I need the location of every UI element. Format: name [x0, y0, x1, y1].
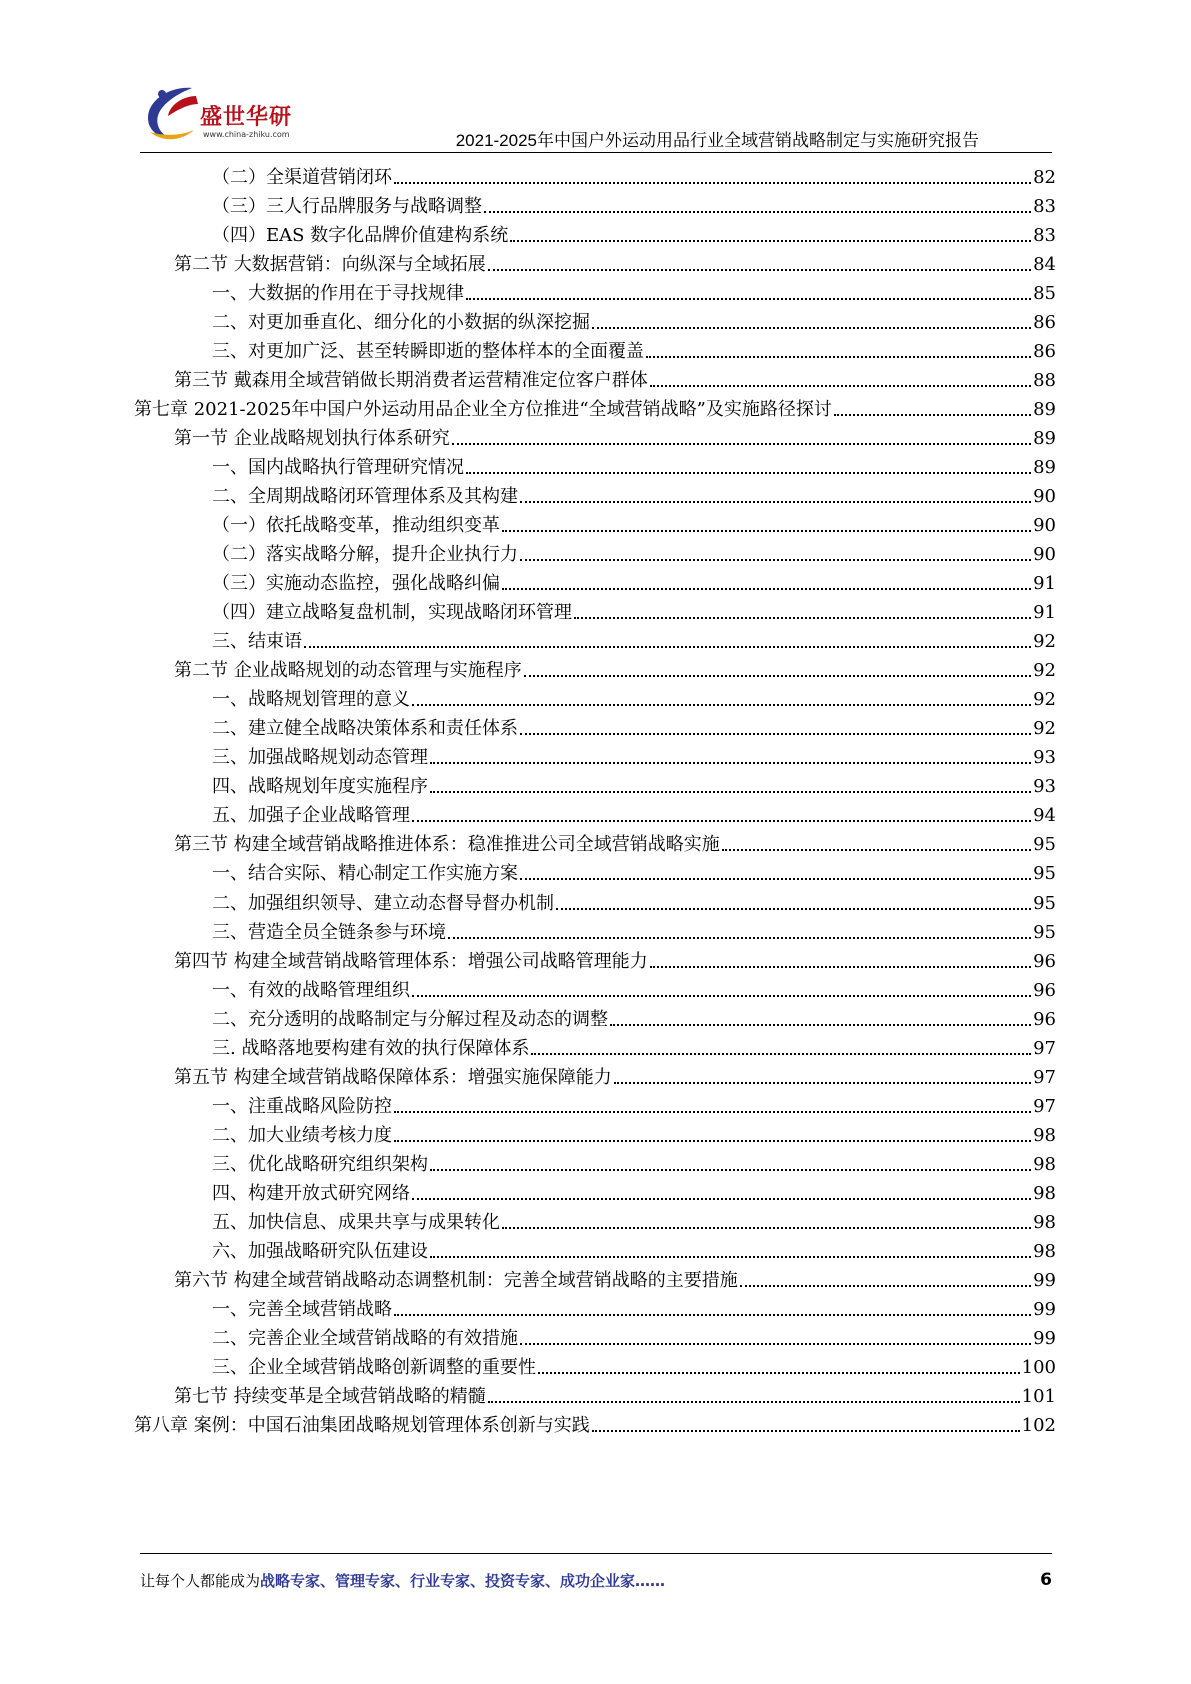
- toc-entry-label: 三、优化战略研究组织架构: [212, 1153, 428, 1175]
- toc-dot-leader: [430, 762, 1031, 764]
- toc-entry[interactable]: [212, 859, 1056, 885]
- toc-entry-page: 95: [1033, 863, 1056, 885]
- toc-entry-page: 96: [1033, 1008, 1056, 1030]
- toc-entry[interactable]: [134, 1411, 1056, 1437]
- toc-entry-label: 一、国内战略执行管理研究情况: [212, 457, 464, 479]
- toc-dot-leader: [466, 298, 1031, 300]
- toc-dot-leader: [412, 820, 1031, 822]
- toc-entry-page: 96: [1033, 950, 1056, 972]
- toc-entry[interactable]: [212, 1208, 1056, 1234]
- toc-entry[interactable]: [212, 772, 1056, 798]
- toc-entry-page: 98: [1033, 1153, 1056, 1175]
- toc-entry[interactable]: [174, 424, 1056, 450]
- toc-entry-label: 一、有效的战略管理组织: [212, 979, 410, 1001]
- toc-entry[interactable]: [212, 308, 1056, 334]
- toc-dot-leader: [412, 704, 1031, 706]
- toc-entry-page: 89: [1033, 457, 1056, 479]
- toc-dot-leader: [430, 1256, 1031, 1258]
- toc-entry-label: 二、加强组织领导、建立动态督导督办机制: [212, 892, 554, 914]
- toc-entry-page: 97: [1033, 1037, 1056, 1059]
- toc-entry[interactable]: [174, 830, 1056, 856]
- toc-dot-leader: [520, 501, 1031, 503]
- toc-entry-page: 89: [1033, 428, 1056, 450]
- toc-entry-label: 一、完善全域营销战略: [212, 1298, 392, 1320]
- toc-entry[interactable]: [212, 801, 1056, 827]
- page-number: 6: [1040, 1570, 1052, 1590]
- toc-entry-label: （三）三人行品牌服务与战略调整: [212, 196, 482, 218]
- toc-entry-label: 一、注重战略风险防控: [212, 1095, 392, 1117]
- toc-entry-label: 第七节 持续变革是全域营销战略的精髓: [174, 1385, 486, 1407]
- toc-entry[interactable]: [212, 337, 1056, 363]
- toc-dot-leader: [520, 559, 1031, 561]
- toc-entry[interactable]: [212, 1005, 1056, 1031]
- toc-dot-leader: [488, 1401, 1020, 1403]
- toc-dot-leader: [531, 1053, 1031, 1055]
- toc-entry-label: （四）EAS 数字化品牌价值建构系统: [212, 225, 509, 247]
- toc-entry-label: 三、企业全域营销战略创新调整的重要性: [212, 1356, 536, 1378]
- toc-dot-leader: [430, 791, 1031, 793]
- toc-entry-page: 97: [1033, 1095, 1056, 1117]
- toc-dot-leader: [394, 1111, 1031, 1113]
- toc-dot-leader: [510, 240, 1031, 242]
- toc-dot-leader: [614, 1082, 1031, 1084]
- toc-entry[interactable]: [212, 482, 1056, 508]
- toc-entry-label: 四、战略规划年度实施程序: [212, 776, 428, 798]
- report-title: 2021-2025年中国户外运动用品行业全域营销战略制定与实施研究报告: [455, 131, 979, 150]
- toc-entry[interactable]: [174, 1063, 1056, 1089]
- toc-entry-page: 98: [1033, 1182, 1056, 1204]
- logo-swoosh-icon: [140, 82, 204, 148]
- toc-entry-page: 95: [1033, 921, 1056, 943]
- toc-entry[interactable]: [212, 1324, 1056, 1350]
- toc-entry-label: 二、充分透明的战略制定与分解过程及动态的调整: [212, 1008, 608, 1030]
- toc-entry-label: 二、完善企业全域营销战略的有效措施: [212, 1327, 518, 1349]
- toc-entry-label: 第八章 案例：中国石油集团战略规划管理体系创新与实践: [134, 1414, 590, 1436]
- toc-entry-label: 三、结束语: [212, 631, 302, 653]
- toc-entry-label: 第七章 2021-2025年中国户外运动用品企业全方位推进“全域营销战略”及实施路径探讨: [134, 399, 832, 421]
- toc-entry-label: 五、加强子企业战略管理: [212, 805, 410, 827]
- toc-entry-page: 99: [1033, 1269, 1056, 1291]
- toc-entry[interactable]: [212, 221, 1056, 247]
- toc-entry-label: 一、结合实际、精心制定工作实施方案: [212, 863, 518, 885]
- toc-entry-page: 91: [1033, 573, 1056, 595]
- toc-dot-leader: [466, 472, 1031, 474]
- toc-dot-leader: [520, 878, 1031, 880]
- toc-entry-label: 第四节 构建全域营销战略管理体系：增强公司战略管理能力: [174, 950, 648, 972]
- footer-slogan-highlight: 战略专家、管理专家、行业专家、投资专家、成功企业家……: [260, 1572, 666, 1590]
- toc-dot-leader: [394, 1140, 1031, 1142]
- toc-dot-leader: [430, 1169, 1031, 1171]
- toc-entry[interactable]: [212, 685, 1056, 711]
- toc-entry-label: 第二节 大数据营销：向纵深与全域拓展: [174, 254, 486, 276]
- toc-entry-label: 四、构建开放式研究网络: [212, 1182, 410, 1204]
- toc-entry-page: 83: [1033, 225, 1056, 247]
- toc-entry[interactable]: [212, 192, 1056, 218]
- toc-entry-page: 98: [1033, 1211, 1056, 1233]
- toc-entry-page: 83: [1033, 196, 1056, 218]
- toc-dot-leader: [488, 269, 1031, 271]
- toc-dot-leader: [722, 849, 1031, 851]
- toc-entry[interactable]: [174, 250, 1056, 276]
- toc-entry-label: 三、加强战略规划动态管理: [212, 747, 428, 769]
- toc-entry-page: 92: [1033, 660, 1056, 682]
- toc-dot-leader: [502, 1227, 1031, 1229]
- toc-entry-page: 95: [1033, 834, 1056, 856]
- toc-entry-label: 第三节 构建全域营销战略推进体系：稳准推进公司全域营销战略实施: [174, 834, 720, 856]
- page-header: [0, 0, 1191, 160]
- logo-name: 盛世华研: [200, 105, 293, 130]
- toc-entry-page: 84: [1033, 254, 1056, 276]
- toc-dot-leader: [646, 356, 1031, 358]
- toc-dot-leader: [452, 443, 1031, 445]
- toc-entry-label: （二）全渠道营销闭环: [212, 167, 392, 188]
- toc-entry-label: 第二节 企业战略规划的动态管理与实施程序: [174, 660, 522, 682]
- toc-entry[interactable]: [174, 947, 1056, 973]
- toc-entry-page: 93: [1033, 776, 1056, 798]
- toc-entry-label: 第五节 构建全域营销战略保障体系：增强实施保障能力: [174, 1066, 612, 1088]
- header-divider: [140, 152, 1052, 153]
- toc-entry-label: （一）依托战略变革，推动组织变革: [212, 515, 500, 537]
- toc-entry-page: 82: [1033, 167, 1056, 188]
- toc-entry[interactable]: [212, 279, 1056, 305]
- toc-entry-label: 第一节 企业战略规划执行体系研究: [174, 428, 450, 450]
- toc-entry-label: 二、加大业绩考核力度: [212, 1124, 392, 1146]
- toc-entry-page: 96: [1033, 979, 1056, 1001]
- toc-entry[interactable]: [212, 1092, 1056, 1118]
- toc-entry-page: 94: [1033, 805, 1056, 827]
- toc-entry-page: 102: [1021, 1414, 1056, 1436]
- toc-entry-page: 86: [1033, 312, 1056, 334]
- toc-entry-label: 一、大数据的作用在于寻找规律: [212, 283, 464, 305]
- toc-entry[interactable]: [134, 395, 1056, 421]
- toc-entry[interactable]: [174, 656, 1056, 682]
- toc-entry[interactable]: [212, 540, 1056, 566]
- toc-entry-page: 89: [1033, 399, 1056, 421]
- toc-entry-page: 97: [1033, 1066, 1056, 1088]
- toc-entry-page: 100: [1021, 1356, 1056, 1378]
- toc-entry-page: 90: [1033, 544, 1056, 566]
- toc-entry-page: 85: [1033, 283, 1056, 305]
- toc-entry-page: 91: [1033, 602, 1056, 624]
- toc-entry[interactable]: [212, 569, 1056, 595]
- toc-dot-leader: [520, 733, 1031, 735]
- toc-entry[interactable]: [212, 889, 1056, 915]
- toc-dot-leader: [484, 211, 1031, 213]
- toc-entry[interactable]: [174, 366, 1056, 392]
- toc-entry-label: （四）建立战略复盘机制，实现战略闭环管理: [212, 602, 572, 624]
- toc-entry-page: 86: [1033, 341, 1056, 363]
- toc-entry[interactable]: [212, 598, 1056, 624]
- toc-entry[interactable]: [212, 918, 1056, 944]
- toc-entry[interactable]: [212, 453, 1056, 479]
- toc-entry-label: （二）落实战略分解，提升企业执行力: [212, 544, 518, 566]
- toc-dot-leader: [556, 908, 1031, 910]
- toc-dot-leader: [524, 675, 1031, 677]
- toc-entry[interactable]: [212, 163, 1056, 189]
- toc-entry-label: 第三节 戴森用全域营销做长期消费者运营精准定位客户群体: [174, 370, 648, 392]
- toc-entry-page: 99: [1033, 1327, 1056, 1349]
- toc-entry-page: 92: [1033, 689, 1056, 711]
- toc-dot-leader: [448, 937, 1031, 939]
- toc-dot-leader: [412, 1198, 1031, 1200]
- toc-entry-label: 二、全周期战略闭环管理体系及其构建: [212, 486, 518, 508]
- logo-url: www.china-zhiku.com: [203, 130, 290, 139]
- toc-dot-leader: [412, 995, 1031, 997]
- toc-dot-leader: [394, 1314, 1031, 1316]
- toc-entry[interactable]: [212, 743, 1056, 769]
- page-footer: [140, 1570, 1052, 1594]
- toc-entry-label: 一、战略规划管理的意义: [212, 689, 410, 711]
- toc-dot-leader: [304, 646, 1031, 648]
- toc-dot-leader: [834, 414, 1031, 416]
- toc-dot-leader: [592, 327, 1031, 329]
- toc-entry-page: 88: [1033, 370, 1056, 392]
- toc-entry[interactable]: [174, 1382, 1056, 1408]
- toc-entry-page: 92: [1033, 718, 1056, 740]
- toc-dot-leader: [610, 1024, 1031, 1026]
- toc-entry[interactable]: [212, 1121, 1056, 1147]
- toc-entry-label: 二、建立健全战略决策体系和责任体系: [212, 718, 518, 740]
- toc-entry-page: 101: [1021, 1385, 1056, 1407]
- toc-entry[interactable]: [212, 1179, 1056, 1205]
- toc-entry-page: 99: [1033, 1298, 1056, 1320]
- toc-entry-page: 92: [1033, 631, 1056, 653]
- toc-entry-label: 第六节 构建全域营销战略动态调整机制：完善全域营销战略的主要措施: [174, 1269, 738, 1291]
- toc-entry-label: 五、加快信息、成果共享与成果转化: [212, 1211, 500, 1233]
- toc-entry-label: （三）实施动态监控，强化战略纠偏: [212, 573, 500, 595]
- footer-slogan-lead: 让每个人都能成为: [140, 1572, 261, 1590]
- toc-entry[interactable]: [212, 976, 1056, 1002]
- toc-entry-page: 90: [1033, 515, 1056, 537]
- toc-dot-leader: [574, 617, 1031, 619]
- toc-entry[interactable]: [212, 1034, 1056, 1060]
- toc-entry[interactable]: [212, 1353, 1056, 1379]
- toc-dot-leader: [650, 385, 1031, 387]
- toc-dot-leader: [394, 182, 1031, 184]
- toc-dot-leader: [650, 966, 1031, 968]
- toc-entry[interactable]: [212, 511, 1056, 537]
- toc-entry[interactable]: [212, 714, 1056, 740]
- toc-entry-label: 三、营造全员全链条参与环境: [212, 921, 446, 943]
- toc-entry[interactable]: [212, 1295, 1056, 1321]
- toc-entry-page: 90: [1033, 486, 1056, 508]
- toc-dot-leader: [502, 530, 1031, 532]
- company-logo: [140, 82, 320, 148]
- toc-entry[interactable]: [212, 1150, 1056, 1176]
- toc-entry-label: 三、对更加广泛、甚至转瞬即逝的整体样本的全面覆盖: [212, 341, 644, 363]
- toc-entry[interactable]: [212, 1237, 1056, 1263]
- toc-dot-leader: [520, 1343, 1031, 1345]
- toc-entry-page: 95: [1033, 892, 1056, 914]
- toc-dot-leader: [740, 1285, 1031, 1287]
- toc-entry[interactable]: [174, 1266, 1056, 1292]
- toc-entry[interactable]: [212, 627, 1056, 653]
- toc-dot-leader: [502, 588, 1031, 590]
- toc-dot-leader: [538, 1372, 1020, 1374]
- toc-entry-label: 三. 战略落地要构建有效的执行保障体系: [212, 1037, 530, 1059]
- footer-divider: [140, 1553, 1052, 1554]
- toc-dot-leader: [592, 1430, 1020, 1432]
- toc-entry-page: 93: [1033, 747, 1056, 769]
- toc-entry-page: 98: [1033, 1124, 1056, 1146]
- toc-entry-page: 98: [1033, 1240, 1056, 1262]
- toc-entry-label: 二、对更加垂直化、细分化的小数据的纵深挖掘: [212, 312, 590, 334]
- toc-entry-label: 六、加强战略研究队伍建设: [212, 1240, 428, 1262]
